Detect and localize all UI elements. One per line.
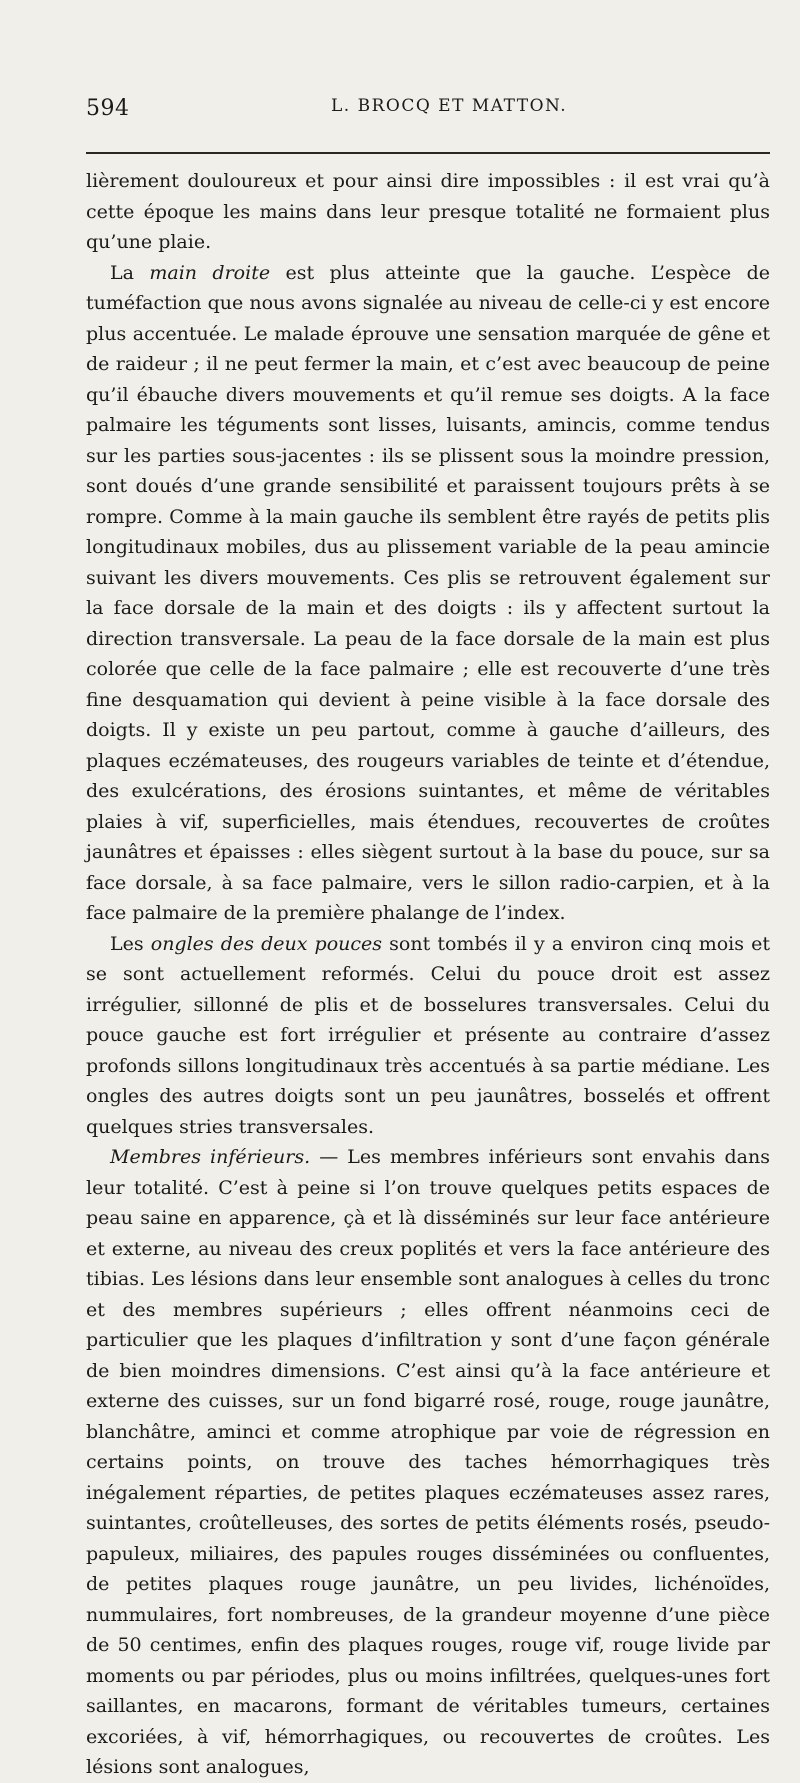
- page-number: 594: [86, 96, 130, 121]
- page-header: [86, 96, 770, 130]
- paragraph-text: est plus atteinte que la gauche. L’espèce de tuméfaction que nous avons signalée au niveau de celle-ci y est encore plus accentuée. Le malade éprouve une sensation marquée de gêne et de raideur ; il ne peut fermer la main, et c’est avec beaucoup de peine qu’il ébauche divers mouvements et qu’il remue ses doigts. A la face palmaire les téguments sont lisses, luisants, amincis, comme tendus sur les parties sous-jacentes : ils se plissent sous la moindre pression, sont doués d’une grande sensibilité et paraissent toujours prêts à se rompre. Comme à la main gauche ils semblent être rayés de petits plis longitudinaux mobiles, dus au plissement variable de la peau amincie suivant les divers mouvements. Ces plis se retrouvent également sur la face dorsale de la main et des doigts : ils y affectent surtout la direction transversale. La peau de la face dorsale de la main est plus colorée que celle de la face palmaire ; elle est recouverte d’une très fine desquamation qui devient à peine visible à la face dorsale des doigts. Il y existe un peu partout, comme à gauche d’ailleurs, des plaques eczémateuses, des rougeurs variables de teinte et d’étendue, des exulcérations, des érosions suintantes, et même de véritables plaies à vif, superficielles, mais étendues, recouvertes de croûtes jaunâtres et épaisses : elles siègent surtout à la base du pouce, sur sa face dorsale, à sa face palmaire, vers le sillon radio-carpien, et à la face palmaire de la première phalange de l’index.: [86, 261, 770, 924]
- paragraph-text: sont tombés il y a environ cinq mois et se sont actuellement reformés. Celui du pouce droit est assez irrégulier, sillonné de plis et de bosselures transversales. Celui du pouce gauche est fort irrégulier et présente au contraire d’assez profonds sillons longitudinaux très accentués à sa partie médiane. Les ongles des autres doigts sont un peu jaunâtres, bosselés et offrent quelques stries transversales.: [86, 932, 770, 1138]
- italic-term: ongles des deux pouces: [150, 932, 383, 955]
- body-text: [86, 166, 770, 1783]
- paragraph-ongles: [86, 929, 770, 1143]
- paragraph-main-droite: [86, 258, 770, 929]
- paragraph-text: — Les membres inférieurs sont envahis dans leur totalité. C’est à peine si l’on trouve quelques petits espaces de peau saine en apparence, çà et là disséminés sur leur face antérieure et externe, au niveau des creux poplités et vers la face antérieure des tibias. Les lésions dans leur ensemble sont analogues à celles du tronc et des membres supérieurs ; elles offrent néanmoins ceci de particulier que les plaques d’infiltration y sont d’une façon générale de bien moindres dimensions. C’est ainsi qu’à la face antérieure et externe des cuisses, sur un fond bigarré rosé, rouge, rouge jaunâtre, blanchâtre, aminci et comme atrophique par voie de régression en certains points, on trouve des taches hémorrhagiques très inégalement réparties, de petites plaques eczémateuses assez rares, suintantes, croûtelleuses, des sortes de petits éléments rosés, pseudo-papuleux, miliaires, des papules rouges disséminées ou confluentes, de petites plaques rouge jaunâtre, un peu livides, lichénoïdes, nummulaires, fort nombreuses, de la grandeur moyenne d’une pièce de 50 centimes, enfin des plaques rouges, rouge vif, rouge livide par moments ou par périodes, plus ou moins infiltrées, quelques-unes fort saillantes, en macarons, formant de véritables tumeurs, certaines excoriées, à vif, hémorrhagiques, ou recouvertes de croûtes. Les lésions sont analogues,: [86, 1146, 770, 1778]
- paragraph-continuation: [86, 166, 770, 258]
- section-heading: Membres inférieurs.: [110, 1146, 311, 1168]
- paragraph-membres-inferieurs: [86, 1142, 770, 1783]
- paragraph-lead: La: [110, 261, 150, 284]
- paragraph-lead: Les: [110, 932, 151, 955]
- header-rule: [86, 152, 770, 154]
- italic-term: main droite: [149, 261, 271, 284]
- running-head: L. BROCQ ET MATTON.: [331, 96, 568, 116]
- paragraph-text: lièrement douloureux et pour ainsi dire impossibles : il est vrai qu’à cette époque les mains dans leur presque totalité ne formaient plus qu’une plaie.: [86, 170, 770, 253]
